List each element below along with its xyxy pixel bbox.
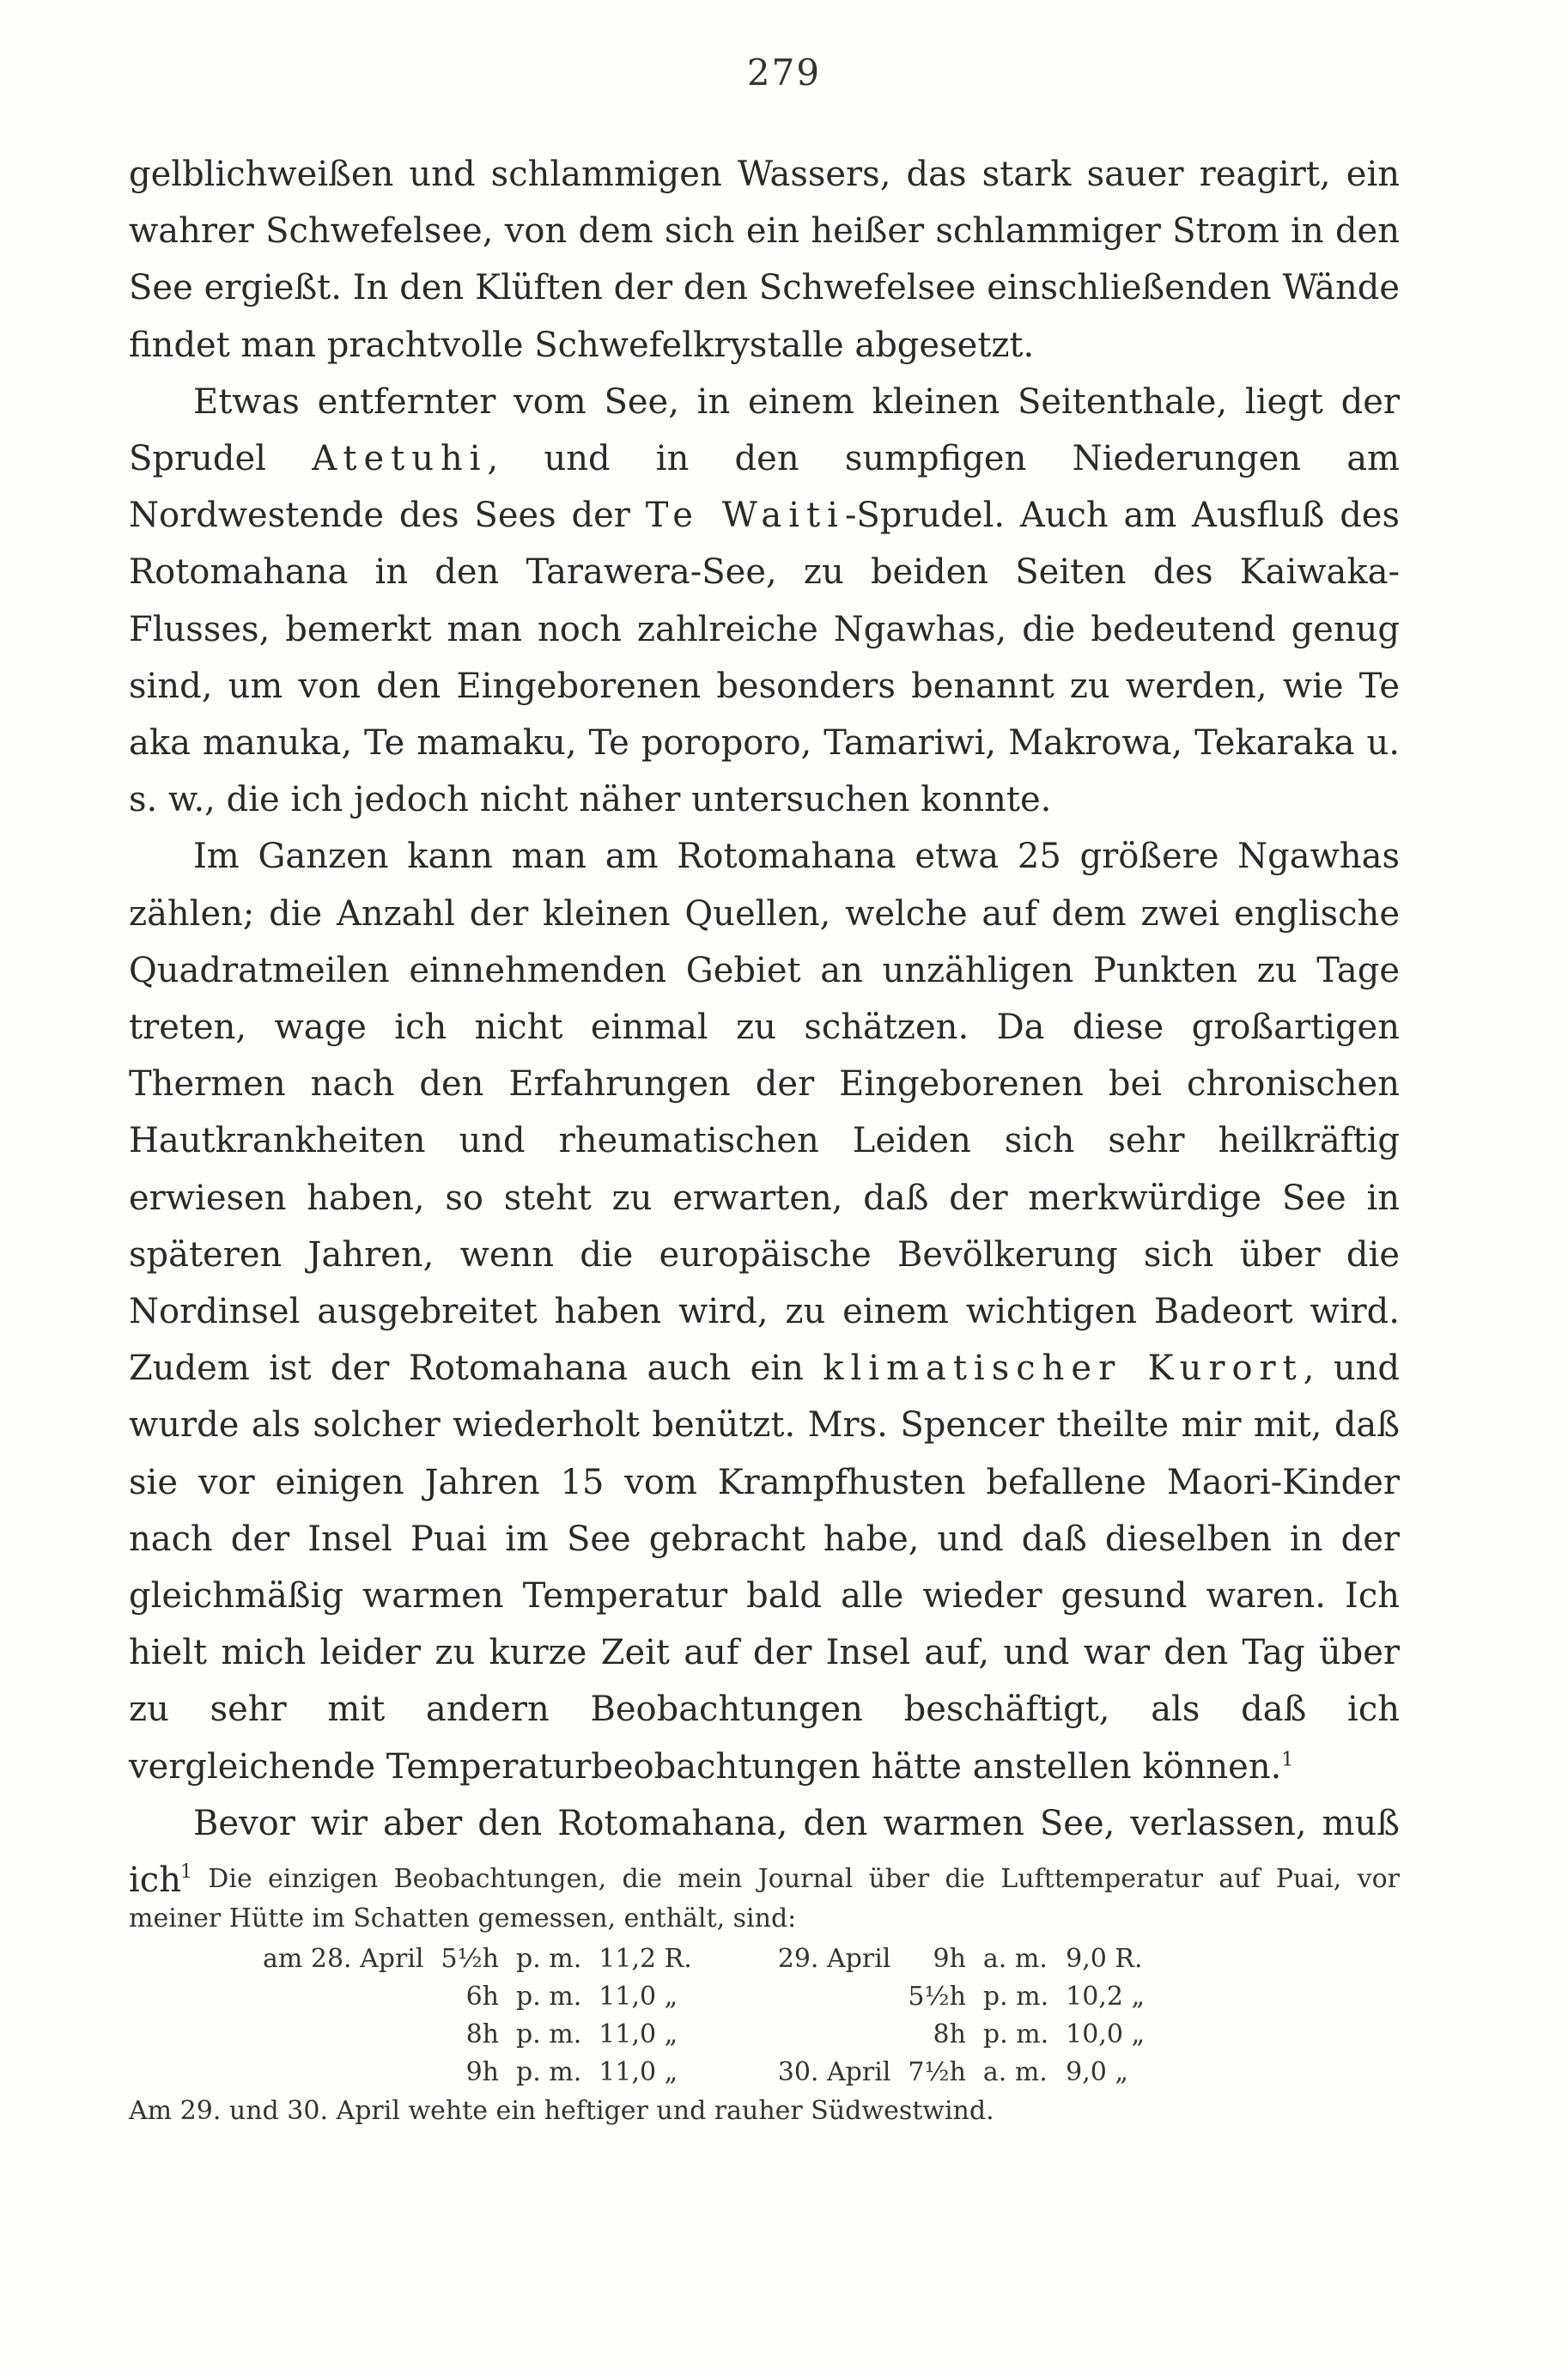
- right-time: 5½h: [908, 1982, 966, 2012]
- table-row: [254, 1940, 1153, 1978]
- left-date: [254, 2054, 433, 2092]
- right-period: p. m.: [982, 2019, 1049, 2049]
- right-value: 10,2 „: [1066, 1982, 1146, 2012]
- paragraph-3-text-a: Im Ganzen kann man am Rotomahana etwa 25 größere Ngawhas zählen; die Anzahl der kleinen Quellen, welche auf dem zwei englische Quadratmeilen einnehmenden Gebiet an unzähligen Punkten zu Tage treten, wage ich nicht einmal zu schätzen. Da diese großartigen Thermen nach den Erfahrungen der Eingeborenen bei chronischen Hautkrankheiten und rheumatischen Leiden sich sehr heilkräftig erwiesen haben, so steht zu erwarten, daß der merkwürdige See in späteren Jahren, wenn die europäische Bevölkerung sich über die Nordinsel ausgebreitet haben wird, zu einem wichtigen Badeort wird. Zudem ist der Rotomahana auch ein: [129, 837, 1400, 1389]
- left-time: 6h: [465, 1982, 500, 2012]
- left-period: p. m.: [516, 2057, 582, 2087]
- paragraph-2-text-c: -Sprudel. Auch am Ausfluß des Rotomahana in den Tarawera-See, zu beiden Seiten des Kaiwaka-Flusses, bemerkt man noch zahlreiche Ngawhas, die bedeutend genug sind, um von den Eingeborenen besonders benannt zu werden, wie Te aka manuka, Te mamaku, Te poroporo, Tamariwi, Makrowa, Tekaraka u. s. w., die ich jedoch nicht näher untersuchen konnte.: [129, 496, 1400, 820]
- spaced-name-te-waiti: Te Waiti: [645, 496, 845, 536]
- right-date: [769, 2016, 900, 2054]
- paragraph-1-text: gelblichweißen und schlammigen Wassers, das stark sauer reagirt, ein wahrer Schwefelsee, von dem sich ein heißer schlammiger Strom in den See ergießt. In den Klüften der den Schwefelsee einschließenden Wände findet man prachtvolle Schwefelkrystalle abgesetzt.: [129, 155, 1400, 365]
- paragraph-1: [129, 146, 1400, 374]
- left-date: am 28. April: [263, 1944, 424, 1974]
- spaced-name-atetuhi: Atetuhi: [312, 439, 488, 479]
- footnote-intro-text: Die einzigen Beobachtungen, die mein Journal über die Lufttemperatur auf Puai, vor meiner Hütte im Schatten gemessen, enthält, sind:: [129, 1864, 1400, 1934]
- temperature-observations-table: [254, 1940, 1153, 2092]
- column-gap: [701, 2054, 769, 2092]
- left-period: p. m.: [516, 1982, 582, 2012]
- left-value: 11,0 „: [599, 1982, 678, 2012]
- left-value: 11,0 „: [599, 2057, 678, 2087]
- right-time: 8h: [933, 2019, 966, 2049]
- table-row: [254, 1978, 1153, 2016]
- right-value: 10,0 „: [1066, 2019, 1146, 2049]
- paragraph-3-text-b: , und wurde als solcher wiederholt benützt. Mrs. Spencer theilte mir mit, daß sie vor einigen Jahren 15 vom Krampfhusten befallene Maori-Kinder nach der Insel Puai im See gebracht habe, und daß dieselben in der gleichmäßig warmen Temperatur bald alle wieder gesund waren. Ich hielt mich leider zu kurze Zeit auf der Insel auf, und war den Tag über zu sehr mit andern Beobachtungen beschäftigt, als daß ich vergleichende Temperaturbeobachtungen hätte anstellen können.: [129, 1349, 1400, 1787]
- left-period: p. m.: [516, 1944, 582, 1974]
- left-time: 5½h: [441, 1944, 500, 1974]
- right-value: 9,0 R.: [1066, 1944, 1143, 1974]
- page-number: 279: [746, 52, 822, 94]
- left-time: 8h: [465, 2019, 500, 2049]
- footnote-reference[interactable]: 1: [1281, 1749, 1294, 1771]
- right-value: 9,0 „: [1066, 2057, 1128, 2087]
- right-date: [769, 1978, 900, 2016]
- left-value: 11,0 „: [599, 2019, 678, 2049]
- left-date: [254, 1978, 433, 2016]
- left-value: 11,2 R.: [599, 1944, 692, 1974]
- footnote-intro: [129, 1860, 1400, 1939]
- left-date: [254, 2016, 433, 2054]
- right-date: 29. April: [777, 1944, 891, 1974]
- right-period: a. m.: [982, 2057, 1048, 2087]
- right-time: 7½h: [908, 2057, 966, 2087]
- right-period: a. m.: [982, 1944, 1048, 1974]
- column-gap: [701, 1978, 769, 2016]
- paragraph-2-text-a: Etwas entfernter vom See, in einem kleinen Seitenthale, liegt der Sprudel: [129, 381, 1400, 479]
- paragraph-2: [129, 374, 1400, 829]
- table-row: [254, 2054, 1153, 2092]
- left-period: p. m.: [516, 2019, 582, 2049]
- spaced-term-klimatischer-kurort: klimatischer Kurort: [823, 1349, 1304, 1389]
- paragraph-4-text: Bevor wir aber den Rotomahana, den warmen See, verlassen, muß ich: [129, 1803, 1400, 1901]
- paragraph-3: [129, 828, 1400, 1794]
- table-row: [254, 2016, 1153, 2054]
- left-time: 9h: [465, 2057, 500, 2087]
- footnote: [129, 1860, 1400, 2131]
- column-gap: [701, 2016, 769, 2054]
- column-gap: [701, 1940, 769, 1978]
- paragraph-2-text-b: , und in den sumpfigen Niederungen am Nordwestende des Sees der: [129, 439, 1400, 536]
- footnote-mark: 1: [180, 1861, 192, 1883]
- right-date: 30. April: [777, 2057, 891, 2087]
- right-time: 9h: [933, 1944, 966, 1974]
- right-period: p. m.: [982, 1982, 1049, 2012]
- footnote-closing: Am 29. und 30. April wehte ein heftiger und rauher Südwestwind.: [129, 2096, 994, 2126]
- main-text: [129, 146, 1400, 1909]
